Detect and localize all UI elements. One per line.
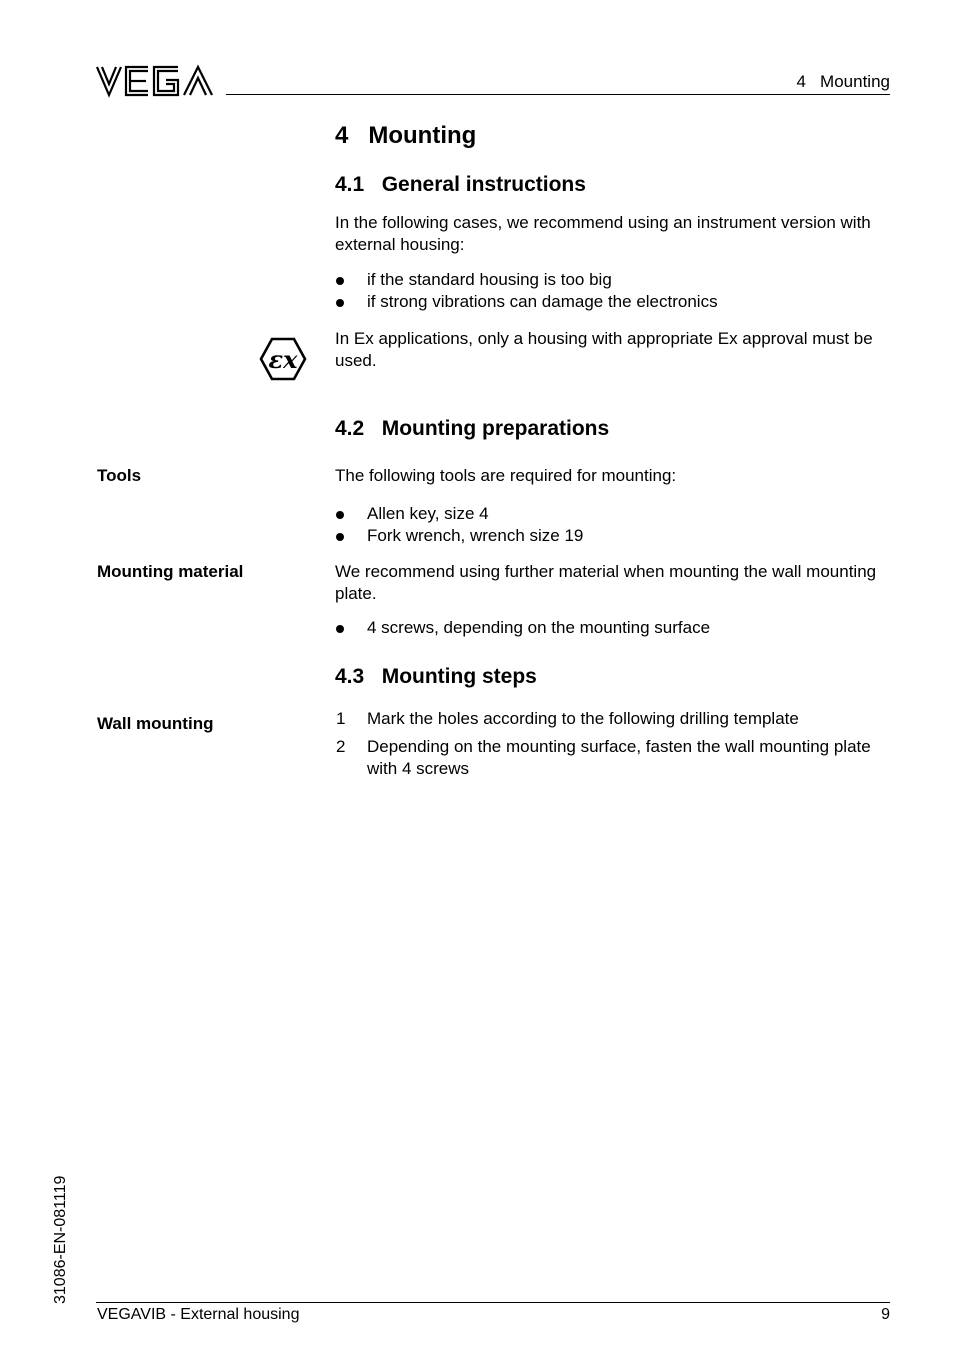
list-item: Allen key, size 4 [335, 503, 905, 525]
svg-text:εx: εx [268, 345, 298, 374]
chapter-title: 4 Mounting [335, 122, 477, 149]
bullet-icon [336, 625, 344, 633]
ex-protection-icon [258, 336, 308, 382]
section-heading-4-1: 4.1 General instructions [335, 173, 586, 196]
housing-cases-list [335, 269, 905, 313]
section-heading-4-3: 4.3 Mounting steps [335, 665, 537, 688]
page-number: 9 [881, 1306, 890, 1323]
list-item: 2 Depending on the mounting surface, fasten the wall mounting plate with 4 screws [336, 737, 871, 778]
tools-intro: The following tools are required for mounting: [335, 466, 677, 485]
document-number: 31086-EN-081119 [52, 1175, 69, 1304]
bullet-icon [336, 299, 344, 307]
mounting-material-list [335, 617, 905, 639]
list-item: if the standard housing is too big [335, 269, 905, 291]
mounting-material-intro: We recommend using further material when mounting the wall mounting plate. [335, 562, 877, 603]
running-header: 4 Mounting [796, 72, 890, 91]
list-item: 4 screws, depending on the mounting surface [335, 617, 905, 639]
vega-logo [96, 64, 214, 98]
ex-approval-note: In Ex applications, only a housing with appropriate Ex approval must be used. [335, 329, 873, 370]
bullet-icon [336, 511, 344, 519]
bullet-icon [336, 533, 344, 541]
header-rule [226, 94, 890, 95]
list-item: if strong vibrations can damage the electronics [335, 291, 905, 313]
bullet-icon [336, 277, 344, 285]
general-intro: In the following cases, we recommend using an instrument version with external housing: [335, 213, 871, 254]
wall-mounting-label: Wall mounting [97, 714, 214, 733]
footer-doc-title: VEGAVIB - External housing [97, 1306, 300, 1323]
list-item: 1 Mark the holes according to the following drilling template [336, 709, 799, 728]
section-heading-4-2: 4.2 Mounting preparations [335, 417, 610, 440]
mounting-steps-list [335, 708, 905, 786]
tools-list [335, 503, 905, 547]
mounting-material-label: Mounting material [97, 562, 244, 581]
list-item: Fork wrench, wrench size 19 [335, 525, 905, 547]
footer-rule [96, 1302, 890, 1303]
tools-label: Tools [97, 466, 142, 485]
